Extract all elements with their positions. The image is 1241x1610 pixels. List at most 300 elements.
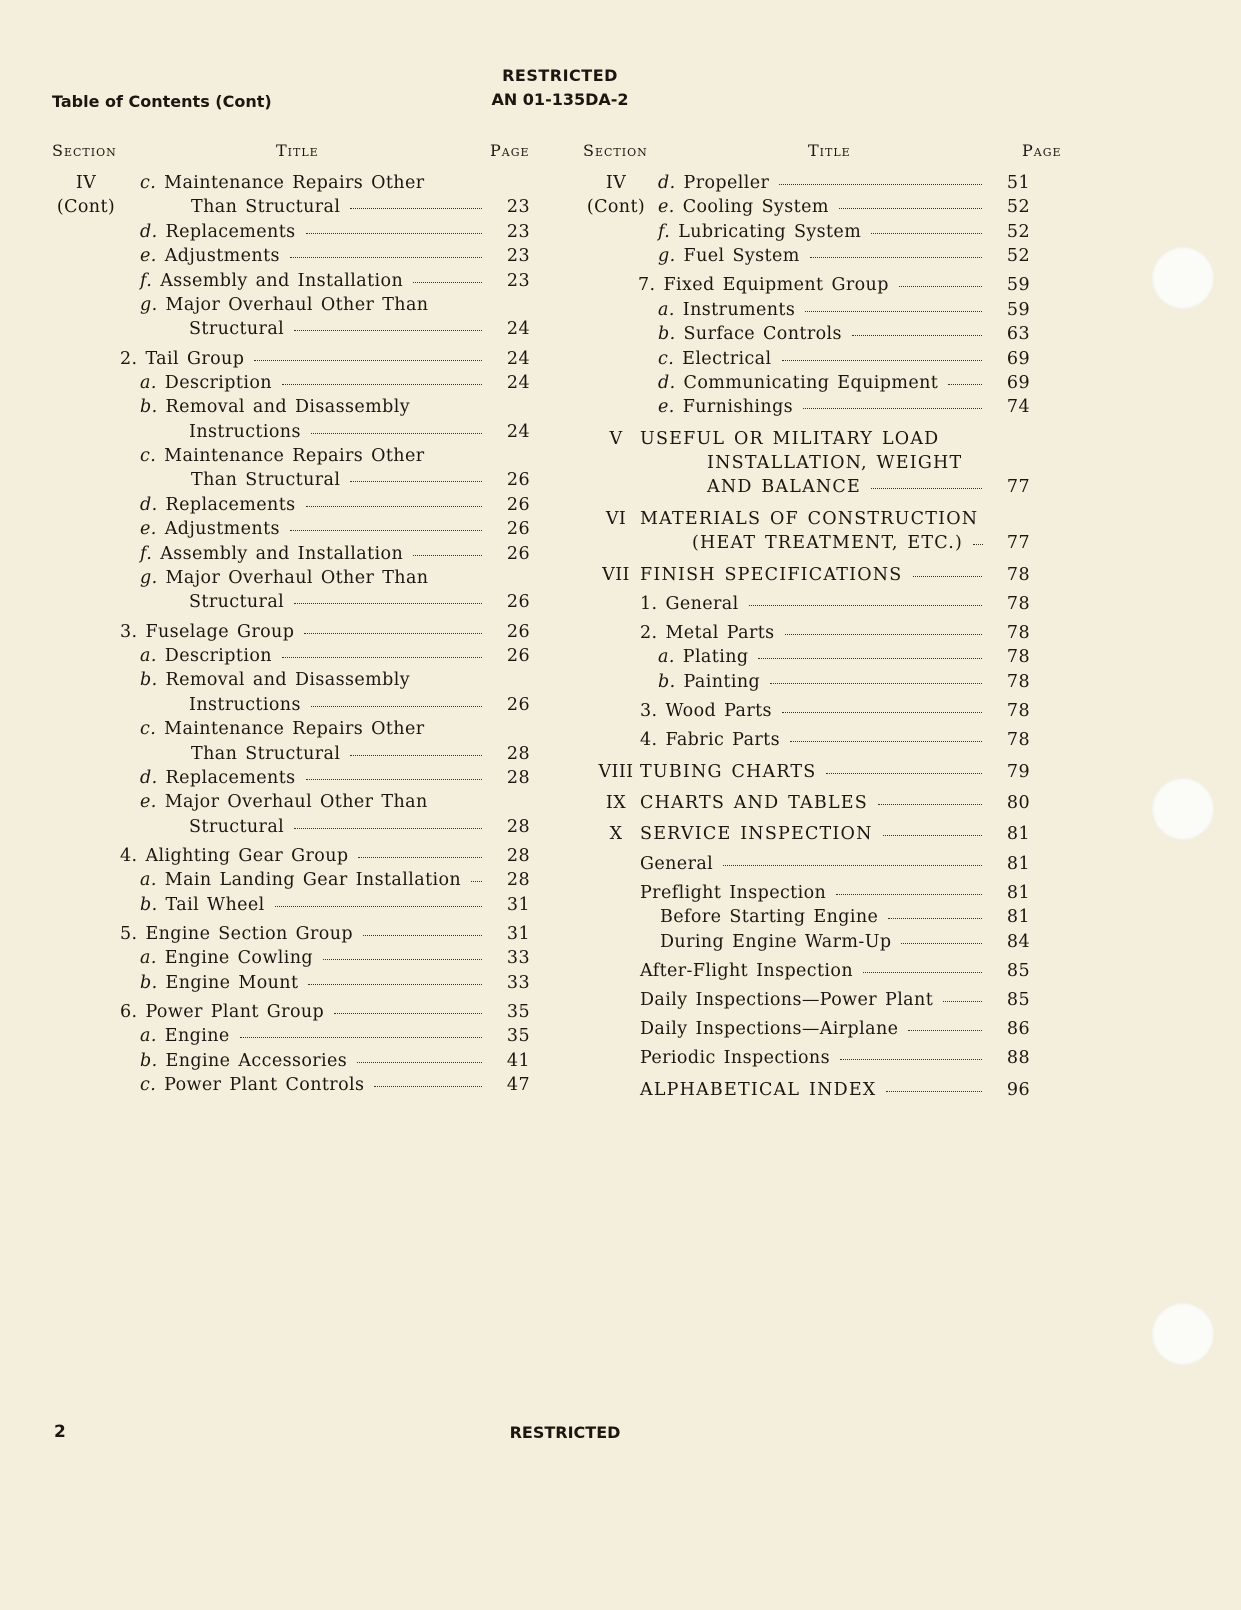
footer-restricted-label: RESTRICTED	[509, 1423, 621, 1442]
toc-page-number: 26	[506, 519, 530, 540]
toc-entry-title: c. Power Plant Controls	[140, 1075, 365, 1096]
toc-entry	[52, 373, 530, 397]
toc-entry	[582, 701, 1030, 725]
toc-entry-letter: b.	[140, 894, 158, 915]
left-page-header: Page	[490, 141, 530, 160]
toc-entry	[582, 594, 1030, 618]
toc-entry	[582, 324, 1030, 348]
dot-leader	[350, 208, 482, 209]
toc-entry-title: 7. Fixed Equipment Group	[638, 275, 889, 296]
dot-leader	[749, 605, 982, 606]
toc-entry-title: e. Adjustments	[140, 519, 280, 540]
toc-entry-letter: c.	[658, 348, 675, 369]
toc-entry-letter: b.	[140, 397, 158, 418]
page-number: 2	[54, 1422, 66, 1442]
toc-entry	[582, 1048, 1030, 1072]
toc-entry-title: a. Main Landing Gear Installation	[140, 870, 462, 891]
toc-entry	[52, 792, 530, 816]
toc-entry	[52, 422, 530, 446]
toc-entry	[52, 948, 530, 972]
toc-entry-title: a. Description	[140, 372, 272, 393]
toc-entry-title: Than Structural	[191, 470, 341, 491]
toc-entry	[582, 1019, 1030, 1043]
toc-entry-title: e. Furnishings	[658, 397, 794, 418]
toc-page-number: 23	[506, 270, 530, 291]
toc-entry	[52, 719, 530, 743]
toc-entry	[52, 271, 530, 295]
toc-entry-letter: e.	[658, 197, 675, 218]
toc-entry-title: c. Maintenance Repairs Other	[140, 719, 425, 740]
toc-entry-letter: a.	[140, 948, 157, 969]
toc-entry	[52, 924, 530, 948]
dot-leader	[803, 408, 982, 409]
toc-entry	[52, 622, 530, 646]
dot-leader	[883, 835, 982, 836]
toc-entry-title: Instructions	[189, 694, 301, 715]
dot-leader	[374, 1086, 482, 1087]
toc-entry-title: Structural	[189, 816, 285, 837]
toc-entry-title: b. Removal and Disassembly	[140, 397, 410, 418]
toc-entry	[582, 533, 1030, 557]
dot-leader	[363, 935, 482, 936]
toc-page-number: 59	[1006, 275, 1030, 296]
dot-leader	[294, 603, 482, 604]
dot-leader	[275, 906, 482, 907]
toc-entry	[582, 883, 1030, 907]
toc-entry	[582, 349, 1030, 373]
toc-entry	[582, 397, 1030, 421]
toc-section-number: V	[609, 428, 623, 449]
toc-page-number: 78	[1006, 593, 1030, 614]
toc-page-number: 28	[506, 816, 530, 837]
toc-entry-title: General	[640, 853, 714, 874]
dot-leader	[878, 804, 982, 805]
toc-section-number: IV	[605, 173, 627, 193]
toc-page-number: 33	[506, 948, 530, 969]
toc-entry-title: 6. Power Plant Group	[120, 1001, 325, 1022]
toc-entry-letter: e.	[658, 397, 675, 418]
dot-leader	[290, 257, 482, 258]
toc-entry-title: d. Replacements	[140, 767, 296, 788]
dot-leader	[886, 1091, 982, 1092]
toc-entry-title: b. Engine Accessories	[140, 1050, 348, 1071]
dot-leader	[290, 530, 482, 531]
toc-entry-title: ALPHABETICAL INDEX	[640, 1079, 877, 1100]
dot-leader	[948, 384, 982, 385]
toc-entry-letter: e.	[140, 519, 157, 540]
toc-entry	[582, 854, 1030, 878]
toc-entry	[52, 744, 530, 768]
dot-leader	[334, 1013, 482, 1014]
toc-entry-letter: f.	[658, 221, 671, 242]
toc-entry	[582, 990, 1030, 1014]
toc-page-number: 52	[1006, 246, 1030, 267]
toc-page-number: 24	[506, 372, 530, 393]
toc-entry-title: e. Cooling System	[658, 197, 829, 218]
toc-entry	[52, 544, 530, 568]
dot-leader	[240, 1037, 482, 1038]
dot-leader	[282, 384, 482, 385]
dot-leader	[871, 488, 982, 489]
toc-entry-title: SERVICE INSPECTION	[640, 824, 873, 845]
toc-page-number: 26	[506, 470, 530, 491]
toc-entry-title: d. Propeller	[658, 173, 770, 193]
toc-entry-title: AND BALANCE	[707, 477, 861, 498]
dot-leader	[304, 633, 482, 634]
dot-leader	[785, 634, 982, 635]
toc-entry	[52, 446, 530, 470]
toc-page-number: 35	[506, 1026, 530, 1047]
dot-leader	[790, 741, 982, 742]
toc-entry-letter: a.	[140, 372, 157, 393]
toc-entry-title: c. Maintenance Repairs Other	[140, 173, 425, 193]
toc-entry	[582, 824, 1030, 848]
toc-entry	[52, 1075, 530, 1099]
toc-entry-letter: g.	[140, 294, 158, 315]
toc-section-number: (Cont)	[56, 197, 116, 218]
toc-entry	[582, 197, 1030, 221]
toc-page-number: 41	[506, 1050, 530, 1071]
toc-entry-title: Daily Inspections—Airplane	[640, 1019, 899, 1040]
toc-page-number: 52	[1006, 221, 1030, 242]
toc-entry-letter: c.	[140, 446, 157, 467]
toc-entry-title: b. Removal and Disassembly	[140, 670, 410, 691]
toc-entry-title: Before Starting Engine	[660, 907, 879, 928]
toc-entry-title: a. Plating	[658, 647, 749, 668]
toc-entry-title: During Engine Warm-Up	[660, 931, 892, 952]
toc-entry-title: 2. Tail Group	[120, 348, 245, 369]
toc-section-number: VIII	[598, 761, 634, 782]
toc-page-number: 79	[1006, 761, 1030, 782]
toc-entry-title: MATERIALS OF CONSTRUCTION	[640, 508, 979, 529]
dot-leader	[782, 712, 982, 713]
toc-entry-title: c. Electrical	[658, 348, 772, 369]
dot-leader	[943, 1001, 982, 1002]
toc-entry-title: Daily Inspections—Power Plant	[640, 989, 934, 1010]
toc-entry-letter: d.	[658, 173, 676, 193]
toc-entry	[52, 295, 530, 319]
toc-page-number: 23	[506, 246, 530, 267]
dot-leader	[899, 286, 982, 287]
toc-page-number: 84	[1006, 931, 1030, 952]
toc-entry-title: Structural	[189, 592, 285, 613]
toc-page-number: 78	[1006, 623, 1030, 644]
toc-page-number: 31	[506, 894, 530, 915]
toc-entry	[582, 275, 1030, 299]
toc-entry-title: (HEAT TREATMENT, ETC.)	[692, 533, 963, 554]
toc-page-number: 23	[506, 221, 530, 242]
dot-leader	[350, 481, 482, 482]
dot-leader	[852, 335, 982, 336]
toc-section-number: IX	[605, 792, 627, 813]
dot-leader	[863, 972, 982, 973]
toc-entry	[582, 246, 1030, 270]
dot-leader	[840, 1059, 982, 1060]
header-restricted-label: RESTRICTED	[502, 66, 618, 85]
dot-leader	[908, 1030, 982, 1031]
dot-leader	[782, 360, 983, 361]
toc-entry-title: e. Adjustments	[140, 246, 280, 267]
dot-leader	[888, 918, 982, 919]
toc-entry	[52, 973, 530, 997]
dot-leader	[810, 257, 982, 258]
toc-page-number: 28	[506, 743, 530, 764]
toc-page-number: 74	[1006, 397, 1030, 418]
toc-entry-letter: b.	[140, 670, 158, 691]
toc-page-number: 26	[506, 694, 530, 715]
toc-entry-title: f. Assembly and Installation	[140, 270, 404, 291]
dot-leader	[306, 506, 482, 507]
dot-leader	[308, 984, 482, 985]
right-title-header: Title	[808, 141, 851, 160]
toc-entry-title: Than Structural	[191, 197, 341, 218]
dot-leader	[413, 555, 482, 556]
toc-entry	[52, 846, 530, 870]
toc-entry-title: 3. Wood Parts	[640, 701, 772, 721]
toc-page-number: 81	[1006, 907, 1030, 928]
right-section-header: Section	[583, 141, 648, 160]
toc-entry	[52, 349, 530, 373]
toc-entry-title: INSTALLATION, WEIGHT	[707, 453, 963, 474]
toc-entry-title: FINISH SPECIFICATIONS	[640, 564, 903, 585]
toc-left-column	[52, 173, 530, 1099]
toc-entry	[52, 246, 530, 270]
toc-entry-title: f. Assembly and Installation	[140, 543, 404, 564]
toc-entry-title: 1. General	[640, 593, 739, 614]
dot-leader	[323, 959, 482, 960]
toc-entry	[52, 1002, 530, 1026]
dot-leader	[357, 1062, 482, 1063]
toc-entry	[582, 1080, 1030, 1104]
punch-hole-middle	[1152, 778, 1214, 840]
dot-leader	[973, 544, 983, 545]
toc-entry	[52, 695, 530, 719]
toc-page-number: 88	[1006, 1048, 1030, 1069]
toc-entry-letter: d.	[140, 767, 158, 788]
toc-page-number: 96	[1006, 1079, 1030, 1100]
toc-page-number: 33	[506, 972, 530, 993]
toc-page-number: 24	[506, 319, 530, 340]
toc-entry-title: e. Major Overhaul Other Than	[140, 792, 428, 813]
toc-entry-title: Instructions	[189, 421, 301, 442]
toc-entry-title: 4. Alighting Gear Group	[120, 845, 349, 866]
toc-page-number: 85	[1006, 989, 1030, 1010]
dot-leader	[839, 208, 982, 209]
dot-leader	[254, 360, 482, 361]
toc-entry-letter: a.	[140, 1026, 157, 1047]
document-number: AN 01-135DA-2	[491, 90, 629, 109]
toc-section-number: IV	[75, 173, 97, 193]
toc-entry-title: g. Fuel System	[658, 246, 800, 267]
toc-entry	[52, 592, 530, 616]
toc-page-number: 31	[506, 923, 530, 944]
toc-page-number: 81	[1006, 882, 1030, 903]
dot-leader	[758, 658, 982, 659]
toc-right-column	[582, 173, 1030, 1104]
toc-entry-letter: e.	[140, 246, 157, 267]
toc-entry	[52, 470, 530, 494]
dot-leader	[770, 683, 982, 684]
dot-leader	[358, 857, 482, 858]
toc-entry	[52, 895, 530, 919]
toc-entry-letter: c.	[140, 173, 157, 193]
toc-entry	[52, 870, 530, 894]
toc-entry	[52, 817, 530, 841]
dot-leader	[311, 433, 482, 434]
toc-page-number: 23	[506, 197, 530, 218]
toc-entry-letter: e.	[140, 792, 157, 813]
toc-page-number: 78	[1006, 647, 1030, 668]
toc-entry-letter: b.	[140, 972, 158, 993]
left-section-header: Section	[52, 141, 117, 160]
toc-entry	[582, 453, 1030, 477]
toc-entry	[582, 300, 1030, 324]
toc-entry-title: a. Engine Cowling	[140, 948, 313, 969]
toc-entry-title: d. Communicating Equipment	[658, 372, 939, 393]
toc-entry-letter: c.	[140, 1075, 157, 1096]
right-page-header: Page	[1022, 141, 1062, 160]
toc-entry	[582, 429, 1030, 453]
toc-entry-title: Preflight Inspection	[640, 882, 827, 903]
toc-page-number: 51	[1006, 173, 1030, 193]
toc-entry	[52, 197, 530, 221]
toc-entry-title: f. Lubricating System	[658, 221, 862, 242]
toc-entry-letter: b.	[140, 1050, 158, 1071]
toc-entry	[582, 932, 1030, 956]
toc-entry	[582, 222, 1030, 246]
toc-entry-title: b. Painting	[658, 671, 761, 692]
toc-entry-title: 2. Metal Parts	[640, 623, 775, 644]
dot-leader	[836, 894, 982, 895]
toc-entry	[582, 793, 1030, 817]
toc-entry-title: After-Flight Inspection	[640, 960, 854, 981]
dot-leader	[471, 881, 482, 882]
toc-entry-letter: g.	[140, 568, 158, 589]
toc-entry	[582, 762, 1030, 786]
dot-leader	[871, 233, 982, 234]
toc-section-number: X	[609, 824, 623, 845]
toc-page-number: 80	[1006, 792, 1030, 813]
toc-entry	[52, 768, 530, 792]
toc-entry-title: c. Maintenance Repairs Other	[140, 446, 425, 467]
toc-entry-title: b. Tail Wheel	[140, 894, 265, 915]
toc-entry-letter: f.	[140, 543, 153, 564]
toc-entry-letter: a.	[140, 646, 157, 667]
toc-entry	[52, 173, 530, 197]
toc-page-number: 78	[1006, 701, 1030, 721]
toc-page-number: 85	[1006, 960, 1030, 981]
toc-page-number: 81	[1006, 824, 1030, 845]
left-title-header: Title	[276, 141, 319, 160]
toc-entry	[582, 373, 1030, 397]
toc-page-number: 26	[506, 543, 530, 564]
toc-entry	[52, 495, 530, 519]
toc-entry	[582, 647, 1030, 671]
toc-entry	[582, 565, 1030, 589]
toc-entry	[52, 397, 530, 421]
toc-entry-letter: d.	[658, 372, 676, 393]
toc-page-number: 35	[506, 1001, 530, 1022]
toc-page-number: 26	[506, 646, 530, 667]
toc-entry	[582, 477, 1030, 501]
toc-entry-letter: c.	[140, 719, 157, 740]
dot-leader	[723, 865, 982, 866]
toc-entry-title: g. Major Overhaul Other Than	[140, 568, 429, 589]
toc-page-number: 69	[1006, 372, 1030, 393]
toc-entry	[582, 730, 1030, 754]
toc-entry-letter: d.	[140, 221, 158, 242]
toc-entry	[52, 222, 530, 246]
toc-entry-title: Than Structural	[191, 743, 341, 764]
toc-entry	[582, 173, 1030, 197]
toc-page-number: 52	[1006, 197, 1030, 218]
toc-page-number: 78	[1006, 671, 1030, 692]
dot-leader	[826, 773, 982, 774]
toc-entry-title: Structural	[189, 319, 285, 340]
toc-page-number: 28	[506, 870, 530, 891]
punch-hole-bottom	[1152, 1303, 1214, 1365]
toc-page-number: 77	[1006, 477, 1030, 498]
toc-entry-title: g. Major Overhaul Other Than	[140, 294, 429, 315]
toc-entry-title: 3. Fuselage Group	[120, 621, 295, 642]
dot-leader	[805, 311, 982, 312]
toc-entry-title: Periodic Inspections	[640, 1048, 830, 1069]
toc-section-number: (Cont)	[586, 197, 646, 218]
dot-leader	[282, 657, 482, 658]
toc-page-number: 81	[1006, 853, 1030, 874]
toc-page-number: 47	[506, 1075, 530, 1096]
toc-entry-letter: d.	[140, 494, 158, 515]
toc-page-number: 24	[506, 421, 530, 442]
toc-entry-title: a. Instruments	[658, 299, 796, 320]
toc-page-number: 28	[506, 845, 530, 866]
toc-entry-letter: b.	[658, 671, 676, 692]
toc-page-number: 69	[1006, 348, 1030, 369]
toc-page-number: 86	[1006, 1019, 1030, 1040]
toc-entry-title: TUBING CHARTS	[640, 761, 817, 782]
toc-entry	[582, 907, 1030, 931]
toc-entry-letter: g.	[658, 246, 676, 267]
toc-entry-title: USEFUL OR MILITARY LOAD	[640, 428, 940, 449]
dot-leader	[294, 330, 482, 331]
toc-section-number: VII	[602, 564, 630, 585]
toc-entry	[52, 519, 530, 543]
toc-entry	[582, 961, 1030, 985]
toc-entry-title: d. Replacements	[140, 221, 296, 242]
toc-entry-title: a. Engine	[140, 1026, 230, 1047]
toc-section-number: VI	[605, 508, 627, 529]
toc-entry-letter: b.	[658, 324, 676, 345]
toc-entry-title: CHARTS AND TABLES	[640, 792, 868, 813]
dot-leader	[294, 828, 482, 829]
toc-entry-title: d. Replacements	[140, 494, 296, 515]
toc-page-number: 63	[1006, 324, 1030, 345]
toc-entry	[582, 672, 1030, 696]
dot-leader	[306, 779, 482, 780]
toc-page-number: 26	[506, 621, 530, 642]
toc-entry-title: b. Engine Mount	[140, 972, 299, 993]
toc-page-number: 26	[506, 494, 530, 515]
toc-entry	[52, 646, 530, 670]
toc-page-number: 24	[506, 348, 530, 369]
toc-entry	[52, 670, 530, 694]
toc-page-number: 59	[1006, 299, 1030, 320]
toc-page-number: 28	[506, 767, 530, 788]
dot-leader	[311, 706, 482, 707]
toc-entry	[52, 1051, 530, 1075]
dot-leader	[913, 576, 983, 577]
toc-entry-title: 5. Engine Section Group	[120, 923, 353, 944]
